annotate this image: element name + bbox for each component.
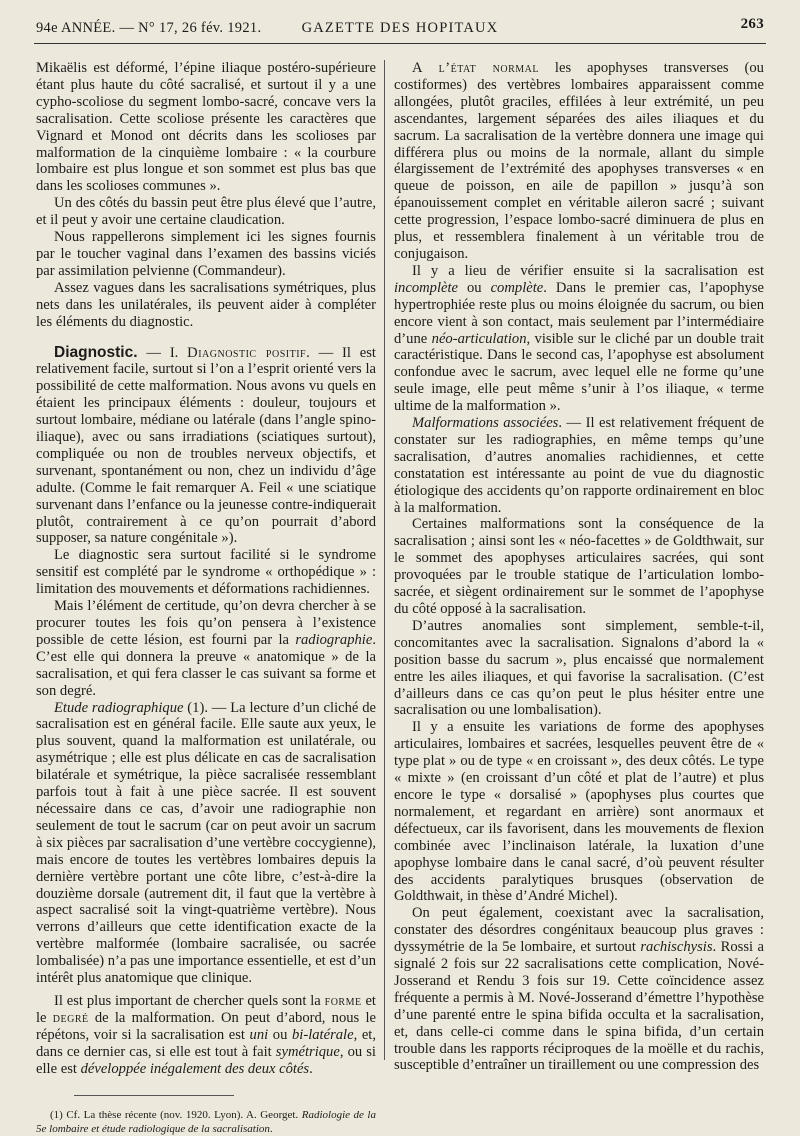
paragraph: D’autres anomalies sont simplement, semble-t-il, concomitantes avec la sacralisation. Signalons d’abord la « position basse du sacrum », plus encaissé que normalement entre les ailes iliaques, et qui favorise la sacralisation. (C’est d’ailleurs dans ce cas qu’on peut le plus hésiter entre une sacralisation ou une lombalisation). <box>394 617 764 719</box>
footnote: (1) Cf. La thèse récente (nov. 1920. Lyon). A. Georget. Radiologie de la 5e lombaire et étude radiologique de la sacralisation. <box>36 1109 376 1136</box>
left-column <box>36 60 376 1136</box>
paragraph: Malformations associées. — Il est relativement fréquent de constater sur les radiographies, en même temps qu’une sacralisation, d’autres anomalies rachidiennes, et cette constatation est intéressante au point de vue du diagnostic étiologique des accidents qu’on rapporte ordinairement en bloc à la malformation. <box>394 415 764 516</box>
section-heading: Diagnostic. <box>54 343 138 361</box>
header-rule <box>34 43 766 44</box>
paragraph: Nous rappellerons simplement ici les signes fournis par le toucher vaginal dans l’examen des bassins viciés par assimilation pelvienne (Commandeur). <box>36 229 376 279</box>
page-number: 263 <box>740 16 764 32</box>
paragraph: Etude radiographique (1). — La lecture d’un cliché de sacralisation est en général facile. Elle saute aux yeux, le plus souvent, quand la malformation est unilatérale, ou asymétrique ; elle est plus délicate en cas de sacralisation bilatérale et symétrique, la pièce sacralisée ressemblant parfois tout à fait à une pièce sacrée. Il est souvent nécessaire dans ce cas, d’avoir une radiographie non seulement de tout le sacrum (car on peut avoir un sacrum à six pièces par sacralisation d’une vertèbre coccygienne), mais encore de toutes les vertèbres lombaires depuis la dernière vertèbre portant une côte libre, c’est-à-dire la douzième dorsale (autrement dit, il faut que la vertèbre à aspect sacralisé soit la vingt-quatrième vertèbre). Nous verrons d’ailleurs que cette identification exacte de la vertèbre malformée (lombaire sacralisée, ou sacrée lombalisée) n’a pas une importance essentielle, et est d’un intérêt plus anatomique que clinique. <box>36 699 376 987</box>
paragraph: A l’état normal les apophyses transverses (ou costiformes) des vertèbres lombaires apparaissent comme allongées, plutôt graciles, effilées à leur extrémité, un peu ascendantes, largement séparées des ailes iliaques et du sacrum. La sacralisation de la vertèbre donnera une image qui différera plus ou moins de la normale, allant du simple élargissement de l’extrémité des apophyses transverses « en queue de poisson, en aile de papillon » jusqu’à son épanouissement complet en véritable aileron sacré ; suivant cette progression, l’espace lombo-sacré diminuera de plus en plus, et ressemblera finalement à un véritable trou de conjugaison. <box>394 60 764 262</box>
column-divider <box>384 60 385 1060</box>
paragraph: Il est plus important de chercher quels sont la forme et le degré de la malformation. On peut d’abord, nous le répétons, voir si la sacralisation est uni ou bi-latérale, et, dans ce dernier cas, si elle est tout à fait symétrique, ou si elle est développée inégalement des deux côtés. <box>36 992 377 1077</box>
paragraph: Le diagnostic sera surtout facilité si le syndrome sensitif est complété par le syndrome « orthopédique » : limitation des mouvements et déformations rachidiennes. <box>36 547 376 598</box>
right-column <box>394 60 764 1074</box>
subsection-heading: Malformations associées <box>412 415 559 432</box>
paragraph: Certaines malformations sont la conséquence de la sacralisation ; ainsi sont les « néo-facettes » de Goldthwait, sur le sommet des apophyses articulaires sacrées, qui sont provoquées par le trouble statique de l’articulation lombo-sacrée, et siègent ordinairement sur le sommet de l’apophyse du côté opposé à la sacralisation. <box>394 516 764 617</box>
paragraph: Mais l’élément de certitude, qu’on devra chercher à se procurer toutes les fois qu’on pensera à l’existence possible de cette lésion, est fourni par la radiographie. C’est elle qui donnera la preuve « anatomique » de la sacralisation, et qui fera classer le cas suivant sa forme et son degré. <box>36 598 376 699</box>
paragraph: On peut également, coexistant avec la sacralisation, constater des désordres congénitaux beaucoup plus graves : dyssymétrie de la 5e lombaire, et surtout rachischysis. Rossi a signalé 2 fois sur 22 sacralisations cette complication, Nové-Josserand et Rendu 3 fois sur 19. Cette coïncidence assez fréquente a permis à M. Nové-Josserand d’émettre l’hypothèse d’une parenté entre le spina bifida occulta et la sacralisation, et, dans celle-ci comme dans le spina bifida, d’un certain trouble dans les rapports réciproques de la moëlle et du rachis, susceptible d’entraîner un tiraillement ou une compression des <box>394 905 765 1074</box>
issue-line: 94e ANNÉE. — N° 17, 26 fév. 1921. <box>36 20 262 36</box>
page-header <box>36 14 764 40</box>
paragraph: Il y a ensuite les variations de forme des apophyses articulaires, lombaires et sacrées, lesquelles peuvent être de « type plat » ou de type « en croissant », des deux côtés. Le type « mixte » (en croissant d’un côté et plat de l’autre) et plus encore le type « dorsalisé » (apophyses plus courtes que normalement, et regardant en arrière) sont anormaux et défectueux, car ils favorisent, dans les mouvements de flexion combinée avec l’inclinaison latérale, la luxation d’une apophyse lombaire dans le canal sacré, d’où peuvent résulter des accidents paralytiques brusques (observation de Goldthwait, in thèse d’André Michel). <box>394 719 764 905</box>
paragraph: Il y a lieu de vérifier ensuite si la sacralisation est incomplète ou complète. Dans le premier cas, l’apophyse hypertrophiée reste plus ou moins éloignée du sacrum, ou bien encore vient à son contact, mais seulement par l’intermédiaire d’une néo-articulation, visible sur le cliché par un double trait caractéristique. Dans le second cas, l’apophyse est absolument confondue avec le sacrum, avec lequel elle ne forme qu’une seule image, elle peut même s’unir à l’os iliaque, « terme ultime de la malformation ». <box>394 262 765 415</box>
diagnostic-paragraph: Diagnostic. — I. Diagnostic positif. — Il est relativement facile, surtout si l’on a l’esprit orienté vers la possibilité de cette malformation. Nous avons vu quels en étaient les principaux éléments : douleur, toujours et surtout lombaire, médiane ou latérale (dans l’angle spino-iliaque), avec ou sans irradiations (sciatiques surtout), compliquée ou non de troubles nerveux objectifs, et survenant, spontanément ou non, chez un individu d’âge adulte. (Comme le fait remarquer A. Feil « une sciatique survenant dans l’enfance ou la jeunesse contre-indiquerait plutôt, contrairement à ce qu’on pourrait d’abord supposer, sa nature congénitale »). <box>36 343 376 547</box>
journal-title: GAZETTE DES HOPITAUX <box>301 20 499 36</box>
paragraph: Assez vagues dans les sacralisations symétriques, plus nets dans les unilatérales, ils peuvent aider à compléter les éléments du diagnostic. <box>36 279 376 330</box>
paragraph: Mikaëlis est déformé, l’épine iliaque postéro-supérieure étant plus haute du côté sacralisé, et surtout il y a une cypho-scoliose du segment lombo-sacré, concave vers la sacralisation. Cette scoliose présente les caractères que Vignard et Monod ont décrits dans les scolioses par malformation de la cinquième lombaire : « la courbure lombaire est plus longue et son sommet est plus bas que dans les scolioses communes ». <box>36 60 376 195</box>
footnote-rule <box>74 1095 234 1096</box>
paragraph: Un des côtés du bassin peut être plus élevé que l’autre, et il peut y avoir une certaine claudication. <box>36 195 376 229</box>
subsection-heading: Diagnostic positif <box>187 344 307 361</box>
subsection-heading: Etude radiographique <box>54 699 184 716</box>
